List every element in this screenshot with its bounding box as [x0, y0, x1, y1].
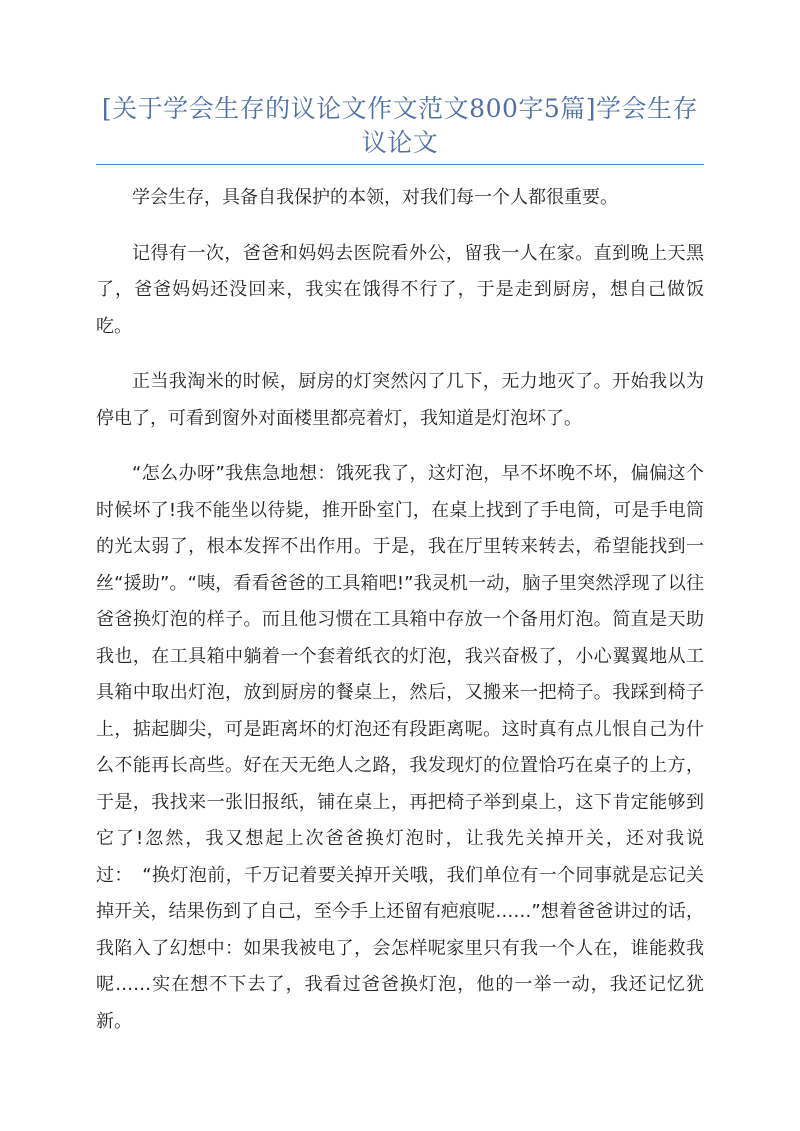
title-block — [96, 92, 704, 160]
article-body — [96, 180, 704, 1059]
paragraph-4: “怎么办呀”我焦急地想：饿死我了，这灯泡，早不坏晚不坏，偏偏这个时候坏了!我不能坐以待毙，推开卧室门，在桌上找到了手电筒，可是手电筒的光太弱了，根本发挥不出作用。于是，我在厅里转来转去，希望能找到一丝“援助”。“咦，看看爸爸的工具箱吧!”我灵机一动，脑子里突然浮现了以往爸爸换灯泡的样子。而且他习惯在工具箱中存放一个备用灯泡。简直是天助我也，在工具箱中躺着一个套着纸衣的灯泡，我兴奋极了，小心翼翼地从工具箱中取出灯泡，放到厨房的餐桌上，然后，又搬来一把椅子。我踩到椅子上，掂起脚尖，可是距离坏的灯泡还有段距离呢。这时真有点儿恨自己为什么不能再长高些。好在天无绝人之路，我发现灯的位置恰巧在桌子的上方，于是，我找来一张旧报纸，铺在桌上，再把椅子举到桌上，这下肯定能够到它了!忽然，我又想起上次爸爸换灯泡时，让我先关掉开关，还对我说过： “换灯泡前，千万记着要关掉开关哦，我们单位有一个同事就是忘记关掉开关，结果伤到了自己，至今手上还留有疤痕呢……”想着爸爸讲过的话，我陷入了幻想中：如果我被电了，会怎样呢家里只有我一个人在，谁能救我呢……实在想不下去了，我看过爸爸换灯泡，他的一举一动，我还记忆犹新。 — [96, 463, 704, 1032]
title-underline — [96, 164, 704, 165]
paragraph-2: 记得有一次，爸爸和妈妈去医院看外公，留我一人在家。直到晚上天黑了，爸爸妈妈还没回来，我实在饿得不行了，于是走到厨房，想自己做饭吃。 — [96, 242, 704, 337]
paragraph-3: 正当我淘米的时候，厨房的灯突然闪了几下，无力地灭了。开始我以为停电了，可看到窗外对面楼里都亮着灯，我知道是灯泡坏了。 — [96, 371, 704, 429]
page-title: [关于学会生存的议论文作文范文800字5篇]学会生存议论文 — [101, 94, 699, 157]
paragraph-1: 学会生存，具备自我保护的本领，对我们每一个人都很重要。 — [132, 187, 618, 208]
